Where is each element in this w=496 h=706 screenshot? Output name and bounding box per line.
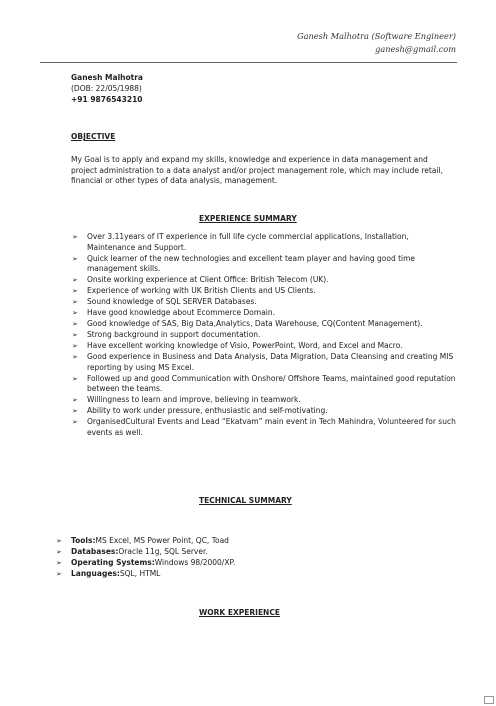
arrow-bullet-icon: ➢ xyxy=(56,559,62,567)
arrow-bullet-icon: ➢ xyxy=(72,331,78,339)
arrow-bullet-icon: ➢ xyxy=(72,276,78,284)
experience-summary-item xyxy=(72,319,456,330)
experience-summary-item xyxy=(72,286,456,297)
technical-summary-list xyxy=(56,536,356,580)
experience-summary-item-text: OrganisedCultural Events and Lead “Ekatvam” main event in Tech Mahindra, Volunteered for such events as well. xyxy=(87,417,456,437)
technical-summary-item xyxy=(56,536,356,547)
header-divider xyxy=(40,62,457,63)
work-experience-heading: WORK EXPERIENCE xyxy=(199,608,280,617)
experience-summary-item-text: Good experience in Business and Data Analysis, Data Migration, Data Cleansing and creating MIS reporting by using MS Excel. xyxy=(87,352,454,372)
arrow-bullet-icon: ➢ xyxy=(72,233,78,241)
arrow-bullet-icon: ➢ xyxy=(72,342,78,350)
experience-summary-item-text: Over 3.11years of IT experience in full life cycle commercial applications, Installation, Maintenance and Support. xyxy=(87,232,409,252)
experience-summary-item-text: Strong background in support documentation. xyxy=(87,330,261,339)
experience-summary-item-text: Have excellent working knowledge of Visio, PowerPoint, Word, and Excel and Macro. xyxy=(87,341,403,350)
experience-summary-item xyxy=(72,297,456,308)
arrow-bullet-icon: ➢ xyxy=(72,418,78,426)
arrow-bullet-icon: ➢ xyxy=(72,396,78,404)
technical-summary-value: SQL, HTML xyxy=(119,569,161,578)
experience-summary-item-text: Onsite working experience at Client Office: British Telecom (UK). xyxy=(87,275,329,284)
experience-summary-item-text: Experience of working with UK British Clients and US Clients. xyxy=(87,286,316,295)
experience-summary-item-text: Have good knowledge about Ecommerce Domain. xyxy=(87,308,276,317)
experience-summary-item-text: Quick learner of the new technologies and excellent team player and having good time management skills. xyxy=(87,253,416,273)
technical-summary-value: Oracle 11g, SQL Server. xyxy=(118,547,208,556)
arrow-bullet-icon: ➢ xyxy=(72,254,78,263)
arrow-bullet-icon: ➢ xyxy=(56,570,62,578)
technical-summary-value: MS Excel, MS Power Point, QC, Toad xyxy=(95,536,229,545)
experience-summary-item xyxy=(72,275,456,286)
experience-summary-item xyxy=(72,395,456,406)
arrow-bullet-icon: ➢ xyxy=(72,374,78,383)
contact-block xyxy=(71,72,143,105)
technical-summary-heading: TECHNICAL SUMMARY xyxy=(199,496,292,505)
technical-summary-key: Operating Systems: xyxy=(71,558,155,567)
technical-summary-item xyxy=(56,547,356,558)
arrow-bullet-icon: ➢ xyxy=(56,537,62,545)
technical-summary-key: Tools: xyxy=(71,536,96,545)
experience-summary-item xyxy=(72,352,456,373)
experience-summary-item xyxy=(72,330,456,341)
experience-summary-item-text: Willingness to learn and improve, believing in teamwork. xyxy=(87,395,301,404)
experience-summary-item xyxy=(72,341,456,352)
page-corner-marker xyxy=(484,696,494,704)
technical-summary-item xyxy=(56,569,356,580)
experience-summary-item xyxy=(72,406,456,417)
arrow-bullet-icon: ➢ xyxy=(72,287,78,295)
technical-summary-key: Databases: xyxy=(71,547,119,556)
experience-summary-item xyxy=(72,308,456,319)
technical-summary-value: Windows 98/2000/XP. xyxy=(154,558,236,567)
arrow-bullet-icon: ➢ xyxy=(72,309,78,317)
objective-heading: OBJECTIVE xyxy=(71,132,116,141)
arrow-bullet-icon: ➢ xyxy=(72,407,78,415)
header-name-title: Ganesh Malhotra (Software Engineer) xyxy=(297,31,456,41)
experience-summary-item xyxy=(72,254,456,275)
contact-name: Ganesh Malhotra xyxy=(71,73,143,82)
arrow-bullet-icon: ➢ xyxy=(56,548,62,556)
experience-summary-item-text: Sound knowledge of SQL SERVER Databases. xyxy=(87,297,257,306)
experience-summary-list xyxy=(72,232,456,439)
arrow-bullet-icon: ➢ xyxy=(72,298,78,306)
arrow-bullet-icon: ➢ xyxy=(72,353,78,361)
experience-summary-heading: EXPERIENCE SUMMARY xyxy=(199,214,297,223)
objective-text: My Goal is to apply and expand my skills, knowledge and experience in data management and project administration to a data analyst and/or project management role, which may include retail, financial or other types of data analysis, management. xyxy=(71,155,443,185)
header-email: ganesh@gmail.com xyxy=(375,44,456,54)
experience-summary-item-text: Ability to work under pressure, enthusiastic and self-motivating. xyxy=(87,406,328,415)
contact-dob: (DOB: 22/05/1988) xyxy=(71,84,142,93)
experience-summary-item-text: Followed up and good Communication with Onshore/ Offshore Teams, maintained good reputation between the teams. xyxy=(87,373,456,393)
contact-phone: +91 9876543210 xyxy=(71,95,143,104)
arrow-bullet-icon: ➢ xyxy=(72,320,78,328)
experience-summary-item-text: Good knowledge of SAS, Big Data,Analytics, Data Warehouse, CQ(Content Management). xyxy=(87,319,423,328)
experience-summary-item xyxy=(72,232,456,253)
experience-summary-item xyxy=(72,417,456,438)
experience-summary-item xyxy=(72,374,456,395)
technical-summary-item xyxy=(56,558,356,569)
technical-summary-key: Languages: xyxy=(71,569,120,578)
